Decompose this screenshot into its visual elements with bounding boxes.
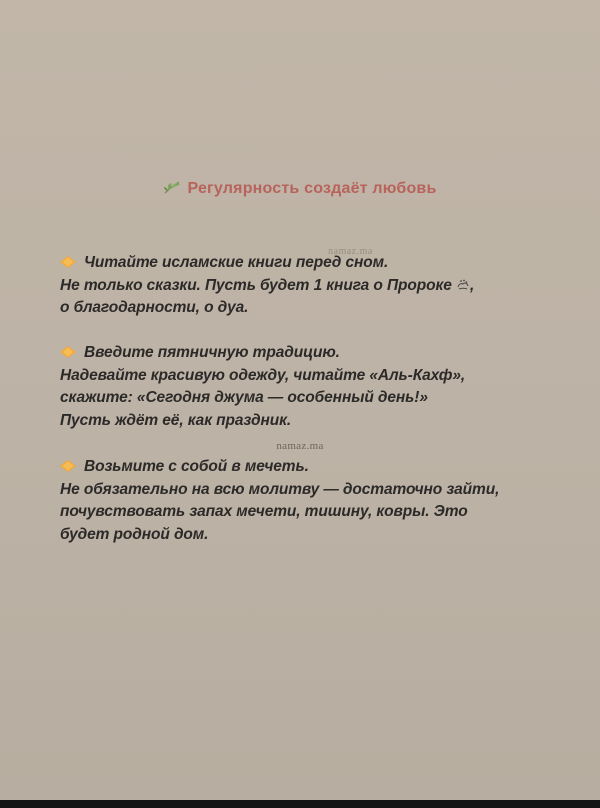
tip-2-line-4: Пусть ждёт её, как праздник.: [60, 411, 292, 429]
orange-diamond-icon: [60, 460, 76, 472]
salawat-honorific-icon: [456, 278, 470, 292]
tip-2-heading: Введите пятничную традицию.: [60, 342, 560, 365]
tip-3-heading: Возьмите с собой в мечеть.: [60, 456, 560, 479]
orange-diamond-icon: [60, 346, 76, 358]
tip-3-line-4: будет родной дом.: [60, 525, 209, 543]
watermark-top: namaz.ma: [328, 246, 373, 257]
tip-1-heading: Читайте исламские книги перед сном.: [60, 252, 560, 275]
tip-2-line-3: скажите: «Сегодня джума — особенный день!»: [60, 389, 428, 406]
tip-1-line-2: Не только сказки. Пусть будет 1 книга о Пророке ,: [60, 276, 475, 294]
tip-block-1: [60, 252, 560, 320]
orange-diamond-icon: [60, 256, 76, 268]
tip-2-line-2: Надевайте красивую одежду, читайте «Аль-Кахф»,: [60, 366, 466, 384]
tip-block-3: [60, 456, 560, 546]
tip-3-line-2: Не обязательно на всю молитву — достаточно зайти,: [60, 480, 500, 498]
herb-leaf-icon: [163, 180, 181, 194]
tip-block-2: [60, 342, 560, 432]
tip-3-line-3: почувствовать запах мечети, тишину, ковры. Это: [60, 503, 468, 520]
bottom-bar: [0, 800, 600, 808]
title-text: Регулярность создаёт любовь: [187, 180, 437, 197]
page-title: [0, 180, 600, 198]
tip-1-line-3: о благодарности, о дуа.: [60, 299, 249, 316]
watermark-middle: namaz.ma: [276, 440, 324, 452]
